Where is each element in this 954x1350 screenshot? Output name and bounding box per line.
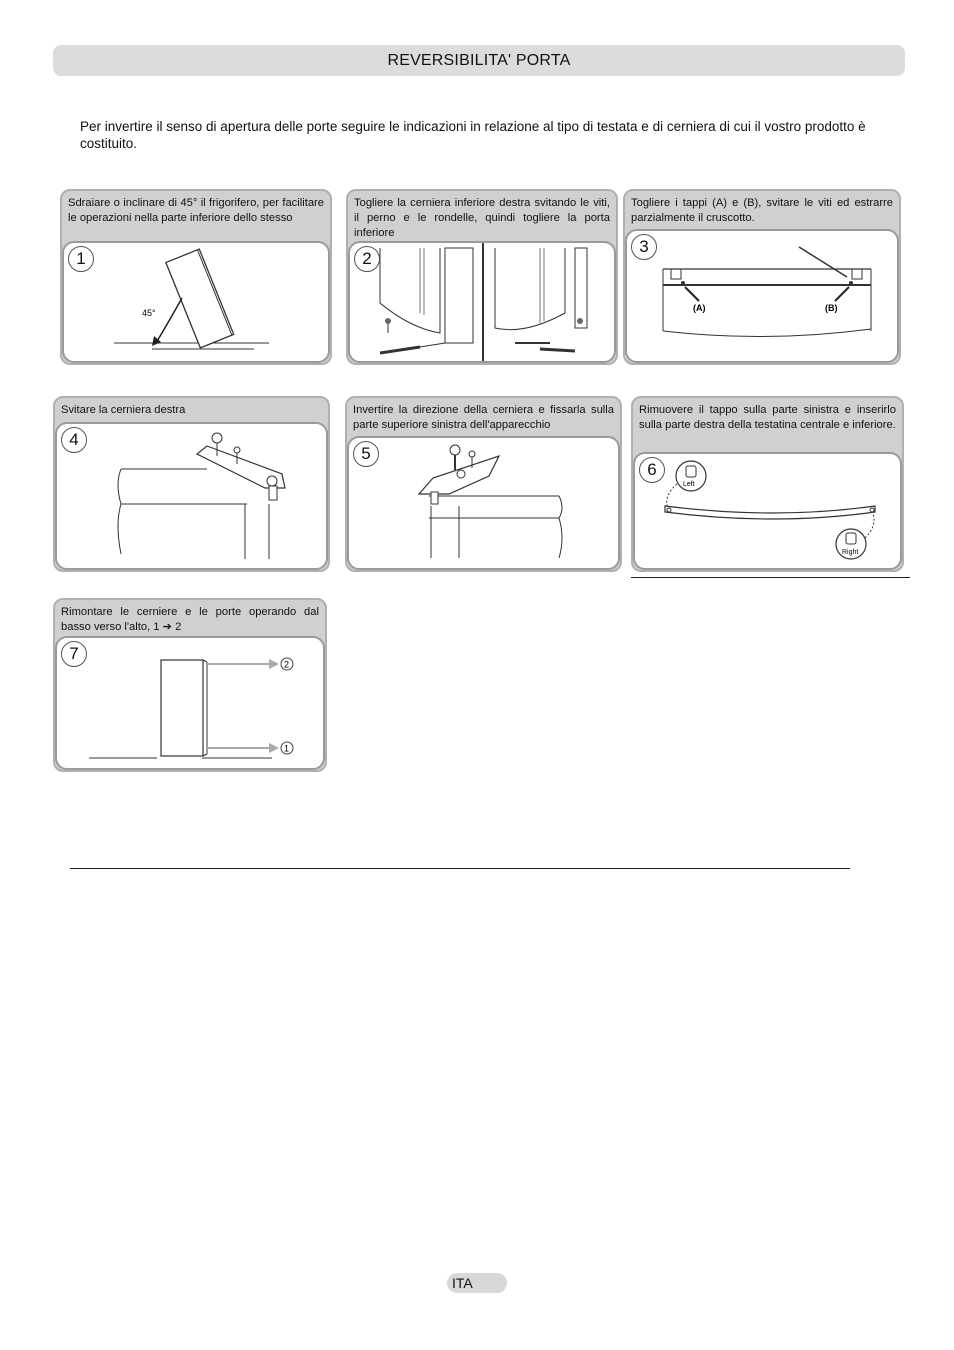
step-4-number: 4 [61, 427, 87, 453]
hinge-reinstall-diagram [349, 438, 618, 568]
step-5-text: Invertire la direzione della cerniera e fissarla sulla parte superiore sinistra dell'apparecchio [353, 404, 614, 431]
step-7-number: 7 [61, 641, 87, 667]
step-6-box [631, 396, 904, 572]
step-5-box [345, 396, 622, 572]
step-1-box [60, 189, 332, 365]
step-6-underline [631, 577, 910, 578]
step-7-illustration [55, 636, 325, 770]
door-reassembly-diagram [57, 638, 323, 768]
step-4-box [53, 396, 330, 572]
step-6-number: 6 [639, 457, 665, 483]
right-hinge-diagram [57, 424, 326, 568]
arrow-2-label: 2 [284, 659, 290, 670]
angle-label: 45° [142, 308, 156, 318]
step-6-text: Rimuovere il tappo sulla parte sinistra e inserirlo sulla parte destra della testatina centrale e inferiore. [639, 404, 896, 431]
language-footer: ITA [447, 1273, 507, 1293]
step-2-number: 2 [354, 246, 380, 272]
step-7-text: Rimontare le cerniere e le porte operando dal basso verso l'alto, 1 ➔ 2 [61, 606, 319, 633]
right-cap-label: Right [842, 549, 859, 556]
step-4-text: Svitare la cerniera destra [61, 404, 186, 416]
step-4-illustration [55, 422, 328, 570]
section-divider [70, 868, 850, 869]
step-3-text: Togliere i tappi (A) e (B), svitare le viti ed estrarre parzialmente il cruscotto. [631, 197, 893, 224]
label-a: (A) [693, 303, 706, 313]
step-2-illustration [348, 241, 616, 363]
step-3-number: 3 [631, 234, 657, 260]
step-2-box [346, 189, 618, 365]
left-cap-label: Left [683, 481, 695, 488]
step-2-text: Togliere la cerniera inferiore destra svitando le viti, il perno e le rondelle, quindi togliere la porta inferiore [354, 197, 610, 239]
step-3-box [623, 189, 901, 365]
dashboard-caps-diagram [627, 231, 897, 361]
tilted-fridge-diagram [64, 243, 328, 361]
step-1-text: Sdraiare o inclinare di 45° il frigorifero, per facilitare le operazioni nella parte inferiore dello stesso [68, 197, 324, 224]
step-6-illustration [633, 452, 902, 570]
step-5-illustration [347, 436, 620, 570]
cap-swap-diagram [635, 454, 900, 568]
intro-paragraph: Per invertire il senso di apertura delle porte seguire le indicazioni in relazione al tipo di testata e di cerniera di cui il vostro prodotto è costituito. [80, 119, 866, 151]
page-title: REVERSIBILITA' PORTA [53, 45, 905, 76]
arrow-1-label: 1 [284, 743, 290, 754]
step-5-number: 5 [353, 441, 379, 467]
step-1-illustration [62, 241, 330, 363]
step-1-number: 1 [68, 246, 94, 272]
hinge-removal-diagram [350, 243, 614, 361]
label-b: (B) [825, 303, 838, 313]
step-3-illustration [625, 229, 899, 363]
step-7-box [53, 598, 327, 772]
